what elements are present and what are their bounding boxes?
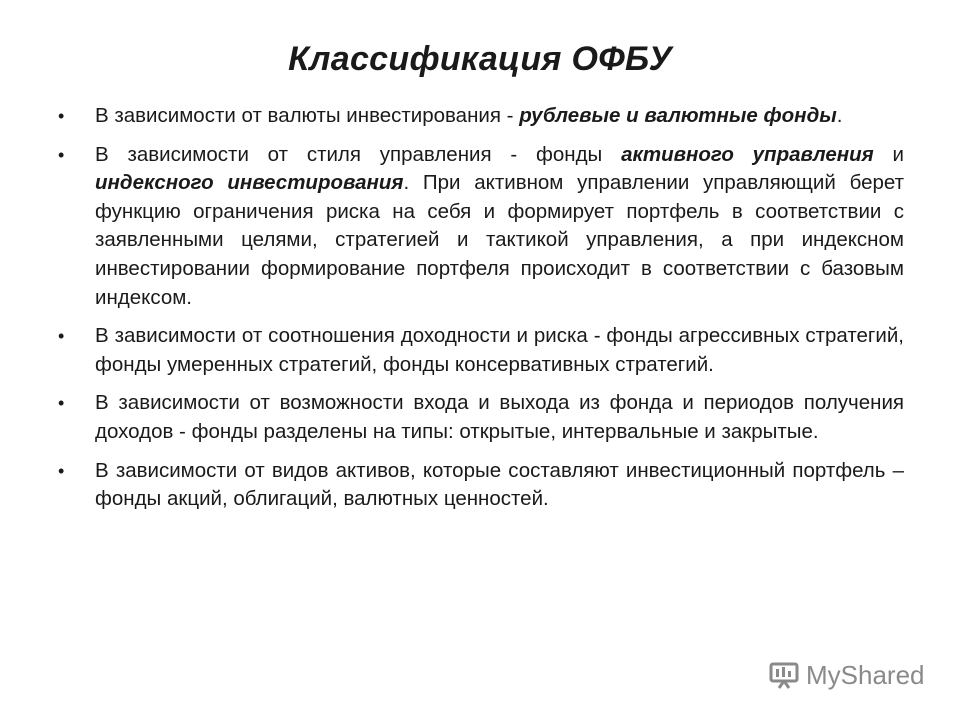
bullet-emphasis: рублевые и валютные фонды bbox=[519, 104, 837, 127]
slide-title: Классификация ОФБУ bbox=[288, 40, 672, 78]
bullet-item bbox=[56, 102, 904, 131]
bullet-dot-icon: • bbox=[58, 326, 65, 347]
bullet-text: В зависимости от видов активов, которые составляют инвестиционный портфель – фонды акций, облигаций, валютных ценностей. bbox=[95, 458, 904, 511]
bullet-text: В зависимости от соотношения доходности и риска - фонды агрессивных стратегий, фонды умеренных стратегий, фонды консервативных стратегий. bbox=[95, 324, 904, 376]
presentation-board-icon bbox=[768, 659, 800, 691]
bullet-item bbox=[56, 457, 904, 514]
bullet-text: В зависимости от стиля управления - фонды bbox=[95, 142, 622, 166]
bullet-list bbox=[56, 102, 904, 524]
watermark-text: MyShared bbox=[806, 659, 925, 690]
bullet-dot-icon: • bbox=[58, 106, 65, 126]
bullet-text: и bbox=[873, 142, 904, 166]
bullet-emphasis: активного управления bbox=[621, 142, 874, 166]
bullet-dot-icon: • bbox=[58, 393, 65, 414]
bullet-emphasis: индексного инвестирования bbox=[95, 171, 404, 195]
bullet-item bbox=[56, 322, 904, 379]
bullet-text: . При активном управлении управляющий берет функцию ограничения риска на себя и формирует портфель в соответствии с заявленными целями, стратегией и тактикой управления, а при индексном инвестировании формирование портфеля происходит в соответствии с базовым индексом. bbox=[95, 171, 904, 309]
bullet-dot-icon: • bbox=[58, 144, 65, 165]
bullet-item bbox=[56, 389, 904, 446]
bullet-text: . bbox=[836, 104, 843, 127]
bullet-dot-icon: • bbox=[58, 460, 65, 481]
bullet-item bbox=[56, 141, 904, 313]
bullet-text: В зависимости от валюты инвестирования - bbox=[95, 104, 520, 127]
bullet-text: В зависимости от возможности входа и выхода из фонда и периодов получения доходов - фонды разделены на типы: открытые, интервальные и закрытые. bbox=[95, 391, 904, 443]
watermark-logo[interactable] bbox=[768, 656, 928, 694]
